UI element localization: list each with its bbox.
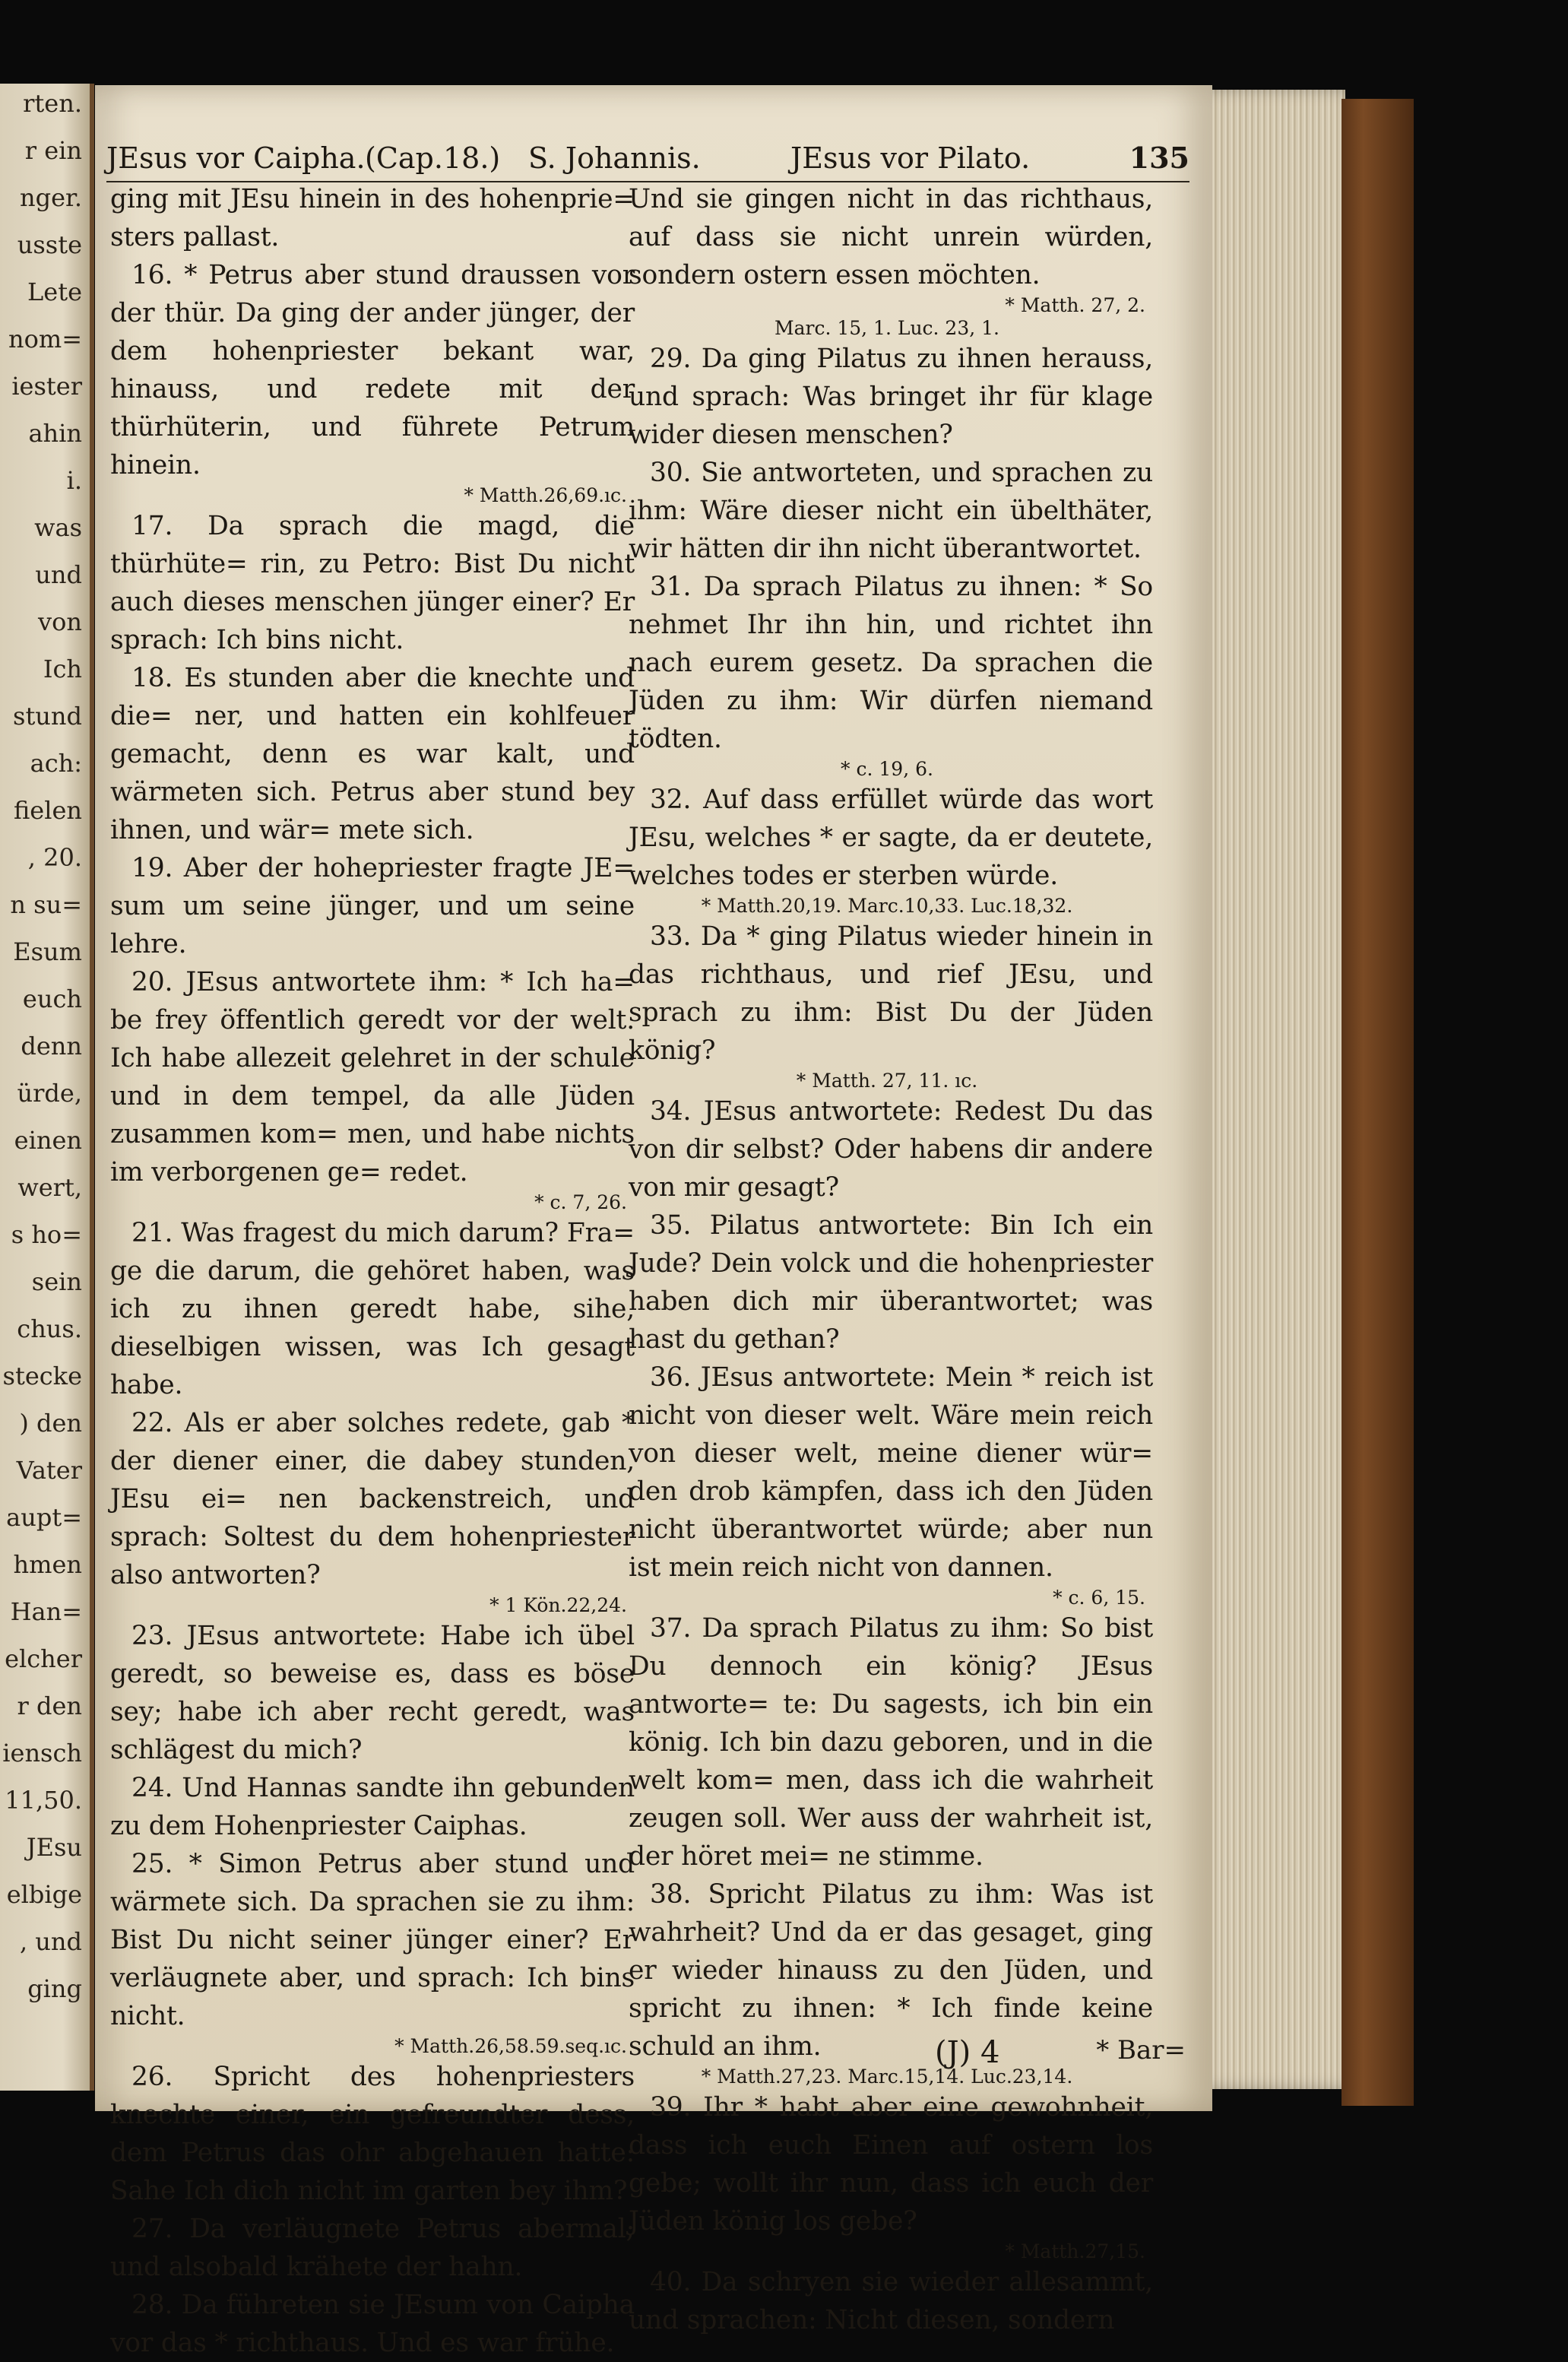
verse: 36. JEsus antwortete: Mein * reich ist nicht von dieser welt. Wäre mein reich von dieser welt, meine diener wür= den drob kämpfen, dass ich den Jüden nicht überantwortet würde; aber nun ist mein reich nicht von dannen. xyxy=(629,1362,1153,1583)
verse: 34. JEsus antwortete: Redest Du das von dir selbst? Oder habens dir andere von mir gesagt? xyxy=(629,1096,1153,1203)
left-page-fragment: von xyxy=(38,607,82,636)
verse: 29. Da ging Pilatus zu ihnen herauss, und sprach: Was bringet ihr für klage wider diesen menschen? xyxy=(629,344,1153,450)
cross-reference: * Matth.26,58.59.seq.ıc. xyxy=(394,2035,627,2057)
left-page-fragment: Esum xyxy=(13,937,82,966)
header-right-title: JEsus vor Pilato. xyxy=(790,141,1031,175)
cross-reference: * Matth.27,15. xyxy=(1005,2240,1145,2262)
right-page xyxy=(95,85,1212,2358)
left-page-fragment: hmen xyxy=(13,1550,82,1579)
continuation-text: Und sie gingen nicht in das richthaus, auf dass sie nicht unrein würden, sondern ostern essen möchten. xyxy=(629,184,1153,290)
left-page-fragment: einen xyxy=(14,1126,82,1155)
left-page-fragment: rten. xyxy=(23,89,82,118)
page-edges xyxy=(1193,90,1345,2089)
cross-reference: * Matth. 27, 2. xyxy=(1005,294,1145,316)
verse: 40. Da schryen sie wieder allesammt, und sprachen: Nicht diesen, sondern xyxy=(629,2267,1153,2335)
verse: 38. Spricht Pilatus zu ihm: Was ist wahrheit? Und da er das gesaget, ging er wieder hinauss zu den Jüden, und spricht zu ihnen: * Ich finde keine schuld an ihm. xyxy=(629,1879,1153,2062)
header-left-title: JEsus vor Caipha. xyxy=(106,141,366,175)
left-page-fragment: wert, xyxy=(17,1173,82,1202)
left-page-fragment: iester xyxy=(11,372,82,401)
left-page-fragment: elcher xyxy=(5,1644,82,1673)
verse: 28. Da führeten sie JEsum von Caipha vor das * richthaus. Und es war frühe. xyxy=(110,2290,635,2358)
verse: 27. Da verläugnete Petrus abermal; und alsobald krähete der hahn. xyxy=(110,2214,635,2282)
verse: 32. Auf dass erfüllet würde das wort JEsu, welches * er sagte, da er deutete, welches todes er sterben würde. xyxy=(629,785,1153,891)
left-page-fragment: usste xyxy=(17,230,82,259)
left-page-fragment: nom= xyxy=(8,325,82,354)
cross-reference: * 1 Kön.22,24. xyxy=(489,1594,627,1616)
left-page-fragment: s ho= xyxy=(11,1220,82,1249)
left-page-fragment: r den xyxy=(17,1691,82,1720)
page-number: 135 xyxy=(1129,141,1189,175)
verse: 16. * Petrus aber stund draussen vor der thür. Da ging der ander jünger, der dem hohenpriester bekant war, hinauss, und redete mit der thürhüterin, und führete Petrum hinein. xyxy=(110,260,635,480)
verse: 31. Da sprach Pilatus zu ihnen: * So nehmet Ihr ihn hin, und richtet ihn nach eurem gesetz. Da sprachen die Jüden zu ihm: Wir dürfen niemand tödten. xyxy=(629,572,1153,754)
left-page-fragment: 11,50. xyxy=(5,1786,82,1815)
left-page-fragment: euch xyxy=(22,984,82,1013)
verse: 25. * Simon Petrus aber stund und wärmete sich. Da sprachen sie zu ihm: Bist Du nicht seiner jünger einer? Er verläugnete aber, und sprach: Ich bins nicht. xyxy=(110,1849,635,2031)
left-page-fragment: ahin xyxy=(28,419,82,448)
left-page-fragment: n su= xyxy=(10,890,82,919)
left-page-fragment: r ein xyxy=(24,136,82,165)
left-page-fragment: Vater xyxy=(16,1456,82,1485)
left-page-fragment: was xyxy=(34,513,82,542)
signature-mark: (J) 4 xyxy=(935,2035,1000,2070)
header-book: S. Johannis. xyxy=(528,141,701,175)
left-page-fragment: ging xyxy=(27,1974,82,2003)
verse: 18. Es stunden aber die knechte und die= ner, und hatten ein kohlfeuer gemacht, denn es war kalt, und wärmeten sich. Petrus aber stund bey ihnen, und wär= mete sich. xyxy=(110,663,635,845)
cross-reference: * Matth.27,23. Marc.15,14. Luc.23,14. xyxy=(701,2066,1073,2088)
verse: 37. Da sprach Pilatus zu ihm: So bist Du dennoch ein könig? JEsus antworte= te: Du sagests, ich bin ein könig. Ich bin dazu geboren, und in die welt kom= men, dass ich die wahrheit zeugen soll. Wer auss der wahrheit ist, der höret mei= ne stimme. xyxy=(629,1613,1153,1872)
verse: 23. JEsus antwortete: Habe ich übel geredt, so beweise es, dass es böse sey; habe ich aber recht geredt, was schlägest du mich? xyxy=(110,1621,635,1765)
catchword: * Bar= xyxy=(1096,2035,1186,2066)
left-page-fragment: JEsu xyxy=(26,1833,82,1862)
cross-reference: * Matth.20,19. Marc.10,33. Luc.18,32. xyxy=(701,895,1073,917)
left-column xyxy=(110,180,635,2362)
cross-reference: * c. 19, 6. xyxy=(841,758,933,780)
left-page-fragment: stund xyxy=(13,702,82,731)
left-page-fragment: ) den xyxy=(19,1409,82,1438)
verse: 22. Als er aber solches redete, gab * der diener einer, die dabey stunden, JEsu ei= nen backenstreich, und sprach: Soltest du dem hohenpriester also antworten? xyxy=(110,1408,635,1590)
left-page-fragment: chus. xyxy=(17,1314,82,1343)
verse: 39. Ihr * habt aber eine gewohnheit, dass ich euch Einen auf ostern los gebe; wollt ihr nun, dass ich euch der Jüden könig los gebe? xyxy=(629,2092,1153,2237)
left-page-fragment: iensch xyxy=(2,1739,82,1768)
verse: 17. Da sprach die magd, die thürhüte= rin, zu Petro: Bist Du nicht auch dieses menschen jünger einer? Er sprach: Ich bins nicht. xyxy=(110,511,635,655)
header-chapter: (Cap.18.) xyxy=(365,141,501,175)
cross-reference: * Matth. 27, 11. ıc. xyxy=(796,1070,978,1092)
left-page-fragment: fielen xyxy=(13,796,82,825)
cross-reference: * c. 6, 15. xyxy=(1053,1587,1145,1609)
verse: 35. Pilatus antwortete: Bin Ich ein Jude? Dein volck und die hohenpriester haben dich mir überantwortet; was hast du gethan? xyxy=(629,1210,1153,1355)
left-page-fragment: , 20. xyxy=(27,843,82,872)
left-page-fragment: elbige xyxy=(6,1880,82,1909)
left-page-fragment: Han= xyxy=(10,1597,82,1626)
left-page-fragment: denn xyxy=(21,1032,82,1061)
left-page-fragment: ach: xyxy=(30,749,82,778)
left-page-edge xyxy=(0,84,94,2091)
cross-reference: Marc. 15, 1. Luc. 23, 1. xyxy=(774,317,999,339)
left-page-fragment: Lete xyxy=(27,277,82,306)
left-page-fragment: nger. xyxy=(20,183,82,212)
verse: 33. Da * ging Pilatus wieder hinein in das richthaus, und rief JEsu, und sprach zu ihm: Bist Du der Jüden könig? xyxy=(629,921,1153,1066)
verse: 26. Spricht des hohenpriesters knechte einer, ein gefreundter dess, dem Petrus das ohr abgehauen hatte: Sahe Ich dich nicht im garten bey ihm? xyxy=(110,2062,635,2206)
right-column xyxy=(629,180,1153,2339)
book-cover xyxy=(1342,99,1414,2106)
left-page-fragment: aupt= xyxy=(6,1503,82,1532)
cross-reference: * c. 7, 26. xyxy=(534,1191,627,1213)
verse: 21. Was fragest du mich darum? Fra= ge die darum, die gehöret haben, was ich zu ihnen geredt habe, sihe, dieselbigen wissen, was Ich gesagt habe. xyxy=(110,1218,635,1400)
verse: 24. Und Hannas sandte ihn gebunden zu dem Hohenpriester Caiphas. xyxy=(110,1773,635,1841)
left-page-fragment: ürde, xyxy=(17,1079,82,1108)
continuation-text: ging mit JEsu hinein in des hohenprie= sters pallast. xyxy=(110,184,635,252)
verse: 19. Aber der hohepriester fragte JE= sum um seine jünger, und um seine lehre. xyxy=(110,853,635,959)
left-page-fragment: und xyxy=(35,560,82,589)
left-page-fragment: sein xyxy=(31,1267,82,1296)
left-page-fragment: Ich xyxy=(43,655,82,683)
left-page-fragment: , und xyxy=(19,1927,82,1956)
left-page-fragment: i. xyxy=(66,466,82,495)
verse: 20. JEsus antwortete ihm: * Ich ha= be frey öffentlich geredt vor der welt. Ich habe allezeit gelehret in der schule und in dem tempel, da alle Jüden zusammen kom= men, und habe nichts im verborgenen ge= redet. xyxy=(110,967,635,1187)
left-page-fragment: stecke xyxy=(2,1362,82,1390)
running-head xyxy=(106,123,1189,182)
verse: 30. Sie antworteten, und sprachen zu ihm: Wäre dieser nicht ein übelthäter, wir hätten dir ihn nicht überantwortet. xyxy=(629,458,1153,564)
cross-reference: * Matth.26,69.ıc. xyxy=(464,484,627,506)
